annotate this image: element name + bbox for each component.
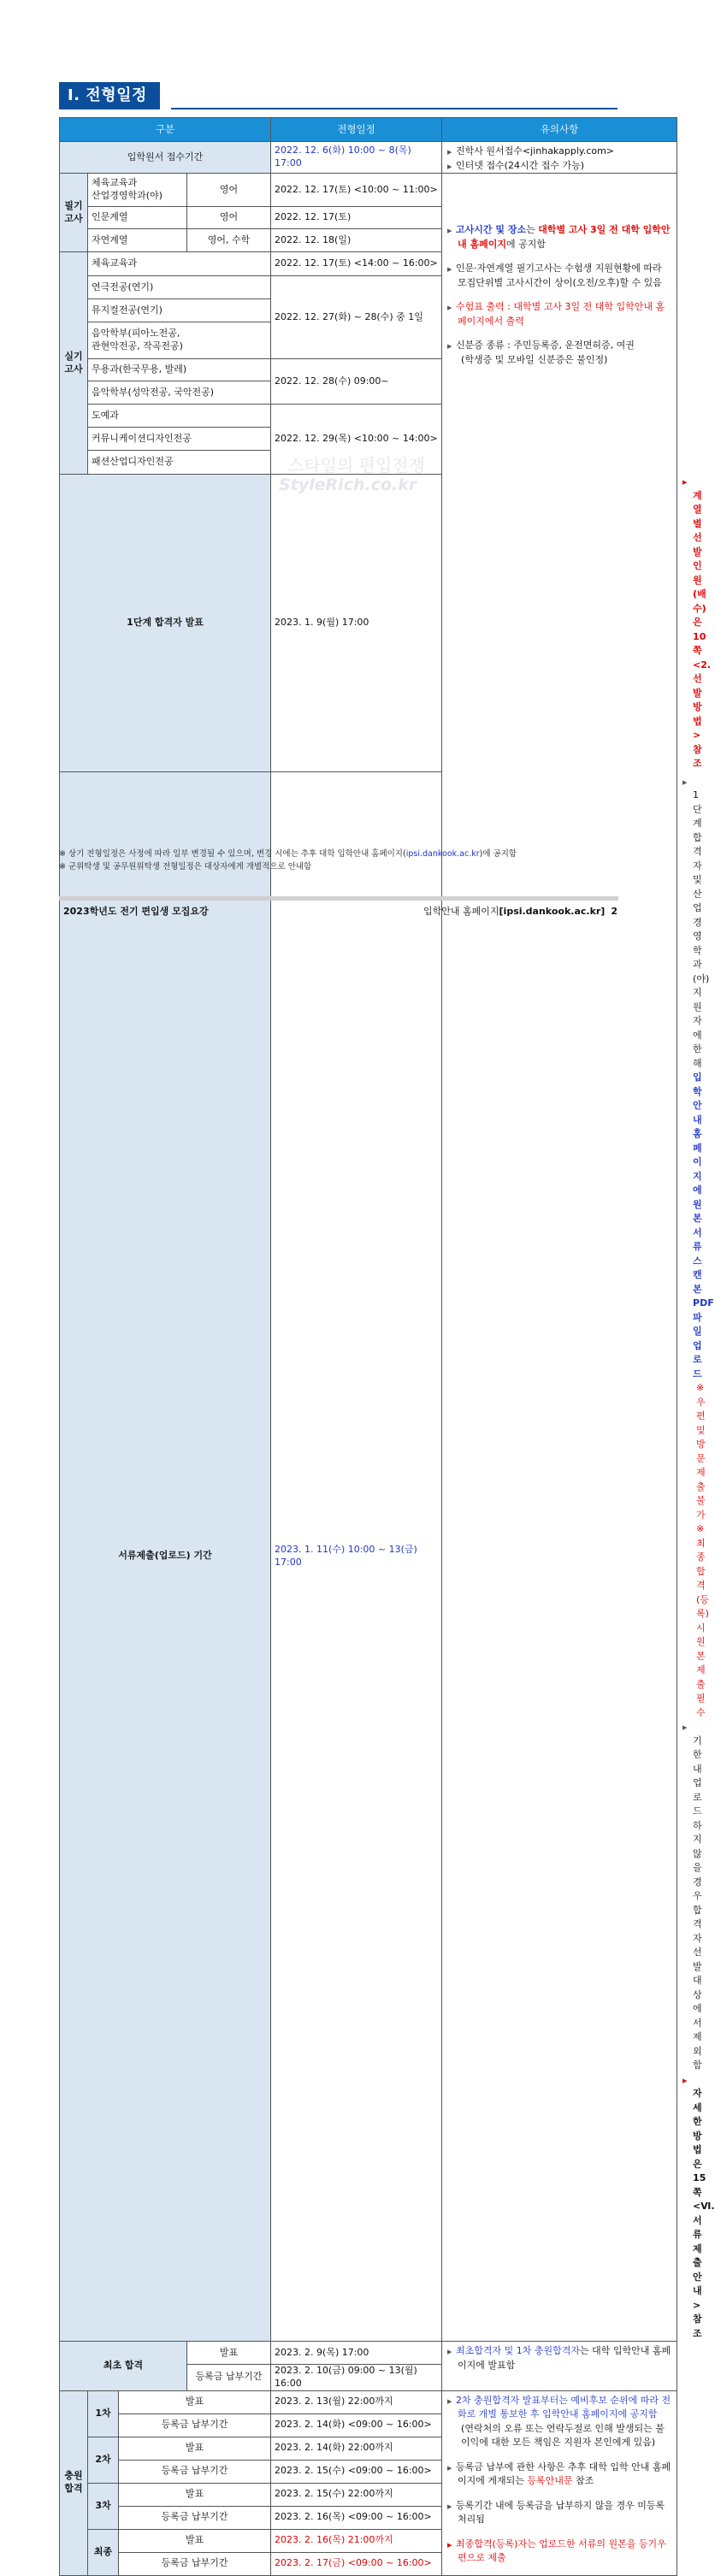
round-pay-date: 2023. 2. 14(화) <09:00 ~ 16:00> (271, 2414, 442, 2437)
additional-notes: ▶ 2차 충원합격자 발표부터는 예비후보 순위에 따라 전화로 개별 통보한 후 입학안내 홈페이지에 공지함 (연락처의 오류 또는 연락두절로 인해 발생되는 불이익에 대한 모든 책임은 지원자 본인에게 있음) ▶ 등록금 납부에 관한 사항은 추후 대학 입학 안내 홈페이지에 게재되는 등록안내문 참조 ▶ 등록기간 내에 등록금을 납부하지 않을 경우 미등록 처리됨 ▶ 최종합격(등록)자는 업로드한 서류의 원본을 등기우편으로 제출 (442, 2390, 677, 2575)
round-pay-date: 2023. 2. 15(수) <09:00 ~ 16:00> (271, 2460, 442, 2483)
practical-dept: 무용과(한국무용, 발레) (88, 359, 271, 381)
bullet-icon: ▶ (447, 304, 452, 311)
footer-site: 입학안내 홈페이지[ipsi.dankook.ac.kr] 2 (423, 906, 618, 917)
bullet-icon: ▶ (447, 2397, 452, 2405)
watermark-url: StyleRich.co.kr (279, 476, 417, 494)
practical-dept: 연극전공(연기) (88, 276, 271, 299)
written-dept: 인문계열 (88, 207, 187, 229)
practical-dept: 커뮤니케이션디자인전공 (88, 428, 271, 451)
application-date: 2022. 12. 6(화) 10:00 ~ 8(목) 17:00 (271, 142, 442, 174)
practical-date: 2022. 12. 29(목) <10:00 ~ 14:00> (271, 405, 442, 475)
application-label: 입학원서 접수기간 (60, 142, 271, 174)
footer-title: 2023학년도 전기 편입생 모집요강 (63, 906, 209, 917)
written-date: 2022. 12. 17(토) <10:00 ~ 11:00> (271, 174, 442, 207)
first-pass-label: 1단계 합격자 발표 (60, 475, 271, 772)
practical-date: 2022. 12. 28(수) 09:00~ (271, 359, 442, 405)
final-pay-date: 2023. 2. 10(금) 09:00 ~ 13(월) 16:00 (271, 2365, 442, 2391)
bullet-icon: ▶ (682, 778, 688, 786)
round-pay-item: 등록금 납부기간 (119, 2552, 271, 2575)
round-label: 1차 (88, 2390, 119, 2437)
round-label: 최종 (88, 2529, 119, 2575)
bullet-icon: ▶ (447, 2502, 452, 2510)
documents-date: 2023. 1. 11(수) 10:00 ~ 13(금) 17:00 (271, 771, 442, 2342)
round-pay-item: 등록금 납부기간 (119, 2414, 271, 2437)
round-label: 3차 (88, 2483, 119, 2529)
final-announce-date: 2023. 2. 9(목) 17:00 (271, 2342, 442, 2365)
documents-label: 서류제출(업로드) 기간 (60, 771, 271, 2342)
first-pass-date: 2023. 1. 9(월) 17:00 (271, 475, 442, 772)
watermark-text: 스타일의 편입전쟁 (287, 455, 425, 476)
footer-bar (59, 896, 618, 901)
application-notes: ▶ 진학사 원서접수<jinhakapply.com> ▶ 인터넷 접수(24시간 접수 가능) (442, 142, 677, 174)
practical-dept: 음악학부(피아노전공, 관현악전공, 작곡전공) (88, 322, 271, 359)
title-rule (171, 108, 618, 109)
bullet-icon: ▶ (447, 2464, 452, 2472)
additional-pass-label: 충원 합격 (60, 2390, 88, 2575)
final-pass-label: 최초 합격 (60, 2342, 187, 2391)
exam-notes: ▶ 고사시간 및 장소는 대학별 고사 3일 전 대학 입학안내 홈페이지에 공지함 ▶ 인문·자연계열 필기고사는 수험생 지원현황에 따라 모집단위별 고사시간이 상이(오전/오후)할 수 있음 ▶ 수험표 출력 : 대학별 고사 3일 전 대학 입학안내 홈페이지에서 출력 ▶ 신분증 종류 : 주민등록증, 운전면허증, 여권 (학생증 및 모바일 신분증은 불인정) (442, 174, 677, 2342)
practical-dept: 패션산업디자인전공 (88, 451, 271, 475)
written-date: 2022. 12. 17(토) (271, 207, 442, 229)
bullet-icon: ▶ (447, 2541, 452, 2549)
round-announce-item: 발표 (119, 2529, 271, 2552)
final-pass-notes: ▶ 최초합격자 및 1차 충원합격자는 대학 입학안내 홈페이지에 발표함 (442, 2342, 677, 2391)
bullet-icon: ▶ (447, 2349, 452, 2355)
bullet-icon: ▶ (682, 1724, 688, 1731)
practical-dept: 뮤지컬전공(연기) (88, 299, 271, 322)
footnote-schedule-change: ※ 상기 전형일정은 사정에 따라 일부 변경될 수 있으며, 변경 시에는 추후 대학 입학안내 홈페이지(ipsi.dankook.ac.kr)에 공지함 (59, 849, 517, 859)
page-number: 2 (611, 906, 618, 917)
round-announce-date: 2023. 2. 15(수) 22:00까지 (271, 2483, 442, 2506)
bullet-icon: ▶ (682, 2077, 688, 2084)
bullet-icon: ▶ (447, 266, 452, 273)
bullet-icon: ▶ (447, 149, 452, 156)
round-announce-date: 2023. 2. 16(목) 21:00까지 (271, 2529, 442, 2552)
final-pay-item: 등록금 납부기간 (187, 2365, 271, 2391)
written-subject: 영어, 수학 (187, 229, 271, 252)
footnote-link[interactable]: ipsi.dankook.ac.kr (405, 849, 480, 859)
bullet-icon: ▶ (447, 343, 452, 350)
practical-dept: 체육교육과 (88, 252, 271, 276)
round-pay-item: 등록금 납부기간 (119, 2460, 271, 2483)
bullet-icon: ▶ (447, 162, 452, 170)
round-announce-item: 발표 (119, 2390, 271, 2414)
written-date: 2022. 12. 18(일) (271, 229, 442, 252)
practical-dept: 도예과 (88, 405, 271, 428)
practical-date: 2022. 12. 17(토) <14:00 ~ 16:00> (271, 252, 442, 276)
written-dept: 체육교육과 산업경영학과(야) (88, 174, 187, 207)
practical-dept: 음악학부(성악전공, 국악전공) (88, 381, 271, 405)
header-notes: 유의사항 (442, 118, 677, 142)
round-announce-date: 2023. 2. 14(화) 22:00까지 (271, 2437, 442, 2460)
bullet-icon: ▶ (682, 479, 688, 486)
schedule-table: 구분 전형일정 유의사항 입학원서 접수기간 2022. 12. 6(화) 10:00 ~ 8(목) 17:00 ▶ 진학사 원서접수<jinhakapply.com> ▶ 인터넷 접수(24시간 접수 가능) 필기 고사 체육교육과 산업경영학과(야) 영어 2022. 12. 17(토) <10:00 ~ 11:00> ▶ 고사시간 및 장소는 대학별 고사 3일 전 대학 입학안내 홈페이지에 공지함 ▶ 인문·자연계열 필기고사는 수험생 지원현황에 따라 모집단위별 고사시간이 상이(오전/오후)할 수 있음 ▶ 수험표 출력 : 대학별 고사 3일 전 대학 입학안내 홈페이지에서 출력 ▶ 신분증 종류 : 주민등록증, 운전면허증, 여권 (학생증 및 모바일 신분증은 불인정) 인문계열 영어 2022. 12. 17(토) 자연계열 영어, 수학 2022. 12. 18(일) 실기 고사 체육교육과 2022. 12. 17(토) <14:00 ~ 16:00> 연극전공(연기) 2022. 12. 27(화) ~ 28(수) 중 1일 뮤지컬전공(연기) 음악학부(피아노전공, 관현악전공, 작곡전공) 무용과(한국무용, 발레) 2022. 12. 28(수) 09:00~ 음악학부(성악전공, 국악전공) 도예과 2022. 12. 29(목) <10:00 ~ 14:00> 커뮤니케이션디자인전공 패션산업디자인전공 1단계 합격자 발표 2023. 1. 9(월) 17:00 ▶계열별 선발인원(배수)은 10쪽 <2. 선발방법> 참조 서류제출(업로드) 기간 2023. 1. 11(수) 10:00 ~ 13(금) 17:00 ▶1단계 합격자 및 산업경영학과(야) 지원자에 한해 입학안내 홈페이지에 원본서류 스캔본 PDF파일 업로드 ※ 우편 및 방문제출 불가 ※ 최종합격(등록) 시 원본 제출 필수 ▶기한 내 업로드하지 않을 경우 합격자 선발대상에서 제외함 ▶자세한 방법은 15쪽 <Ⅵ. 서류제출 안내> 참조 최초 합격 발표 2023. 2. 9(목) 17:00 ▶ 최초합격자 및 1차 충원합격자는 대학 입학안내 홈페이지에 발표함 등록금 납부기간 2023. 2. 10(금) 09:00 ~ 13(월) 16:00 충원 합격 1차 발표 2023. 2. 13(월) 22:00까지 ▶ 2차 충원합격자 발표부터는 예비후보 순위에 따라 전화로 개별 통보한 후 입학안내 홈페이지에 공지함 (연락처의 오류 또는 연락두절로 인해 발생되는 불이익에 대한 모든 책임은 지원자 본인에게 있음) ▶ 등록금 납부에 관한 사항은 추후 대학 입학 안내 홈페이지에 게재되는 등록안내문 참조 ▶ 등록기간 내에 등록금을 납부하지 않을 경우 미등록 처리됨 ▶ 최종합격(등록)자는 업로드한 서류의 원본을 등기우편으로 제출 등록금 납부기간 2023. 2. 14(화) <09:00 ~ 16:00> 2차 발표 2023. 2. 14(화) 22:00까지 등록금 납부기간 2023. 2. 15(수) <09:00 ~ 16:00> 3차 발표 2023. 2. 15(수) 22:00까지 등록금 납부기간 2023. 2. 16(목) <09:00 ~ 16:00> 최종 발표 2023. 2. 16(목) 21:00까지 등록금 납부기간 2023. 2. 17(금) <09:00 ~ 16:00> (59, 117, 677, 2576)
written-subject: 영어 (187, 207, 271, 229)
round-pay-date: 2023. 2. 16(목) <09:00 ~ 16:00> (271, 2506, 442, 2529)
practical-exam-group: 실기 고사 (60, 252, 88, 475)
round-pay-date: 2023. 2. 17(금) <09:00 ~ 16:00> (271, 2552, 442, 2575)
practical-date: 2022. 12. 27(화) ~ 28(수) 중 1일 (271, 276, 442, 359)
header-category: 구분 (60, 118, 271, 142)
bullet-icon: ▶ (447, 227, 452, 234)
round-announce-item: 발표 (119, 2437, 271, 2460)
written-dept: 자연계열 (88, 229, 187, 252)
header-schedule: 전형일정 (271, 118, 442, 142)
section-title: Ⅰ. 전형일정 (59, 82, 160, 109)
round-announce-date: 2023. 2. 13(월) 22:00까지 (271, 2390, 442, 2414)
final-announce-item: 발표 (187, 2342, 271, 2365)
footer-url[interactable]: [ipsi.dankook.ac.kr] (499, 906, 606, 917)
round-announce-item: 발표 (119, 2483, 271, 2506)
written-subject: 영어 (187, 174, 271, 207)
footnote-military: ※ 군위탁생 및 공무원위탁생 전형일정은 대상자에게 개별적으로 안내함 (59, 862, 312, 871)
written-exam-group: 필기 고사 (60, 174, 88, 252)
round-pay-item: 등록금 납부기간 (119, 2506, 271, 2529)
round-label: 2차 (88, 2437, 119, 2483)
